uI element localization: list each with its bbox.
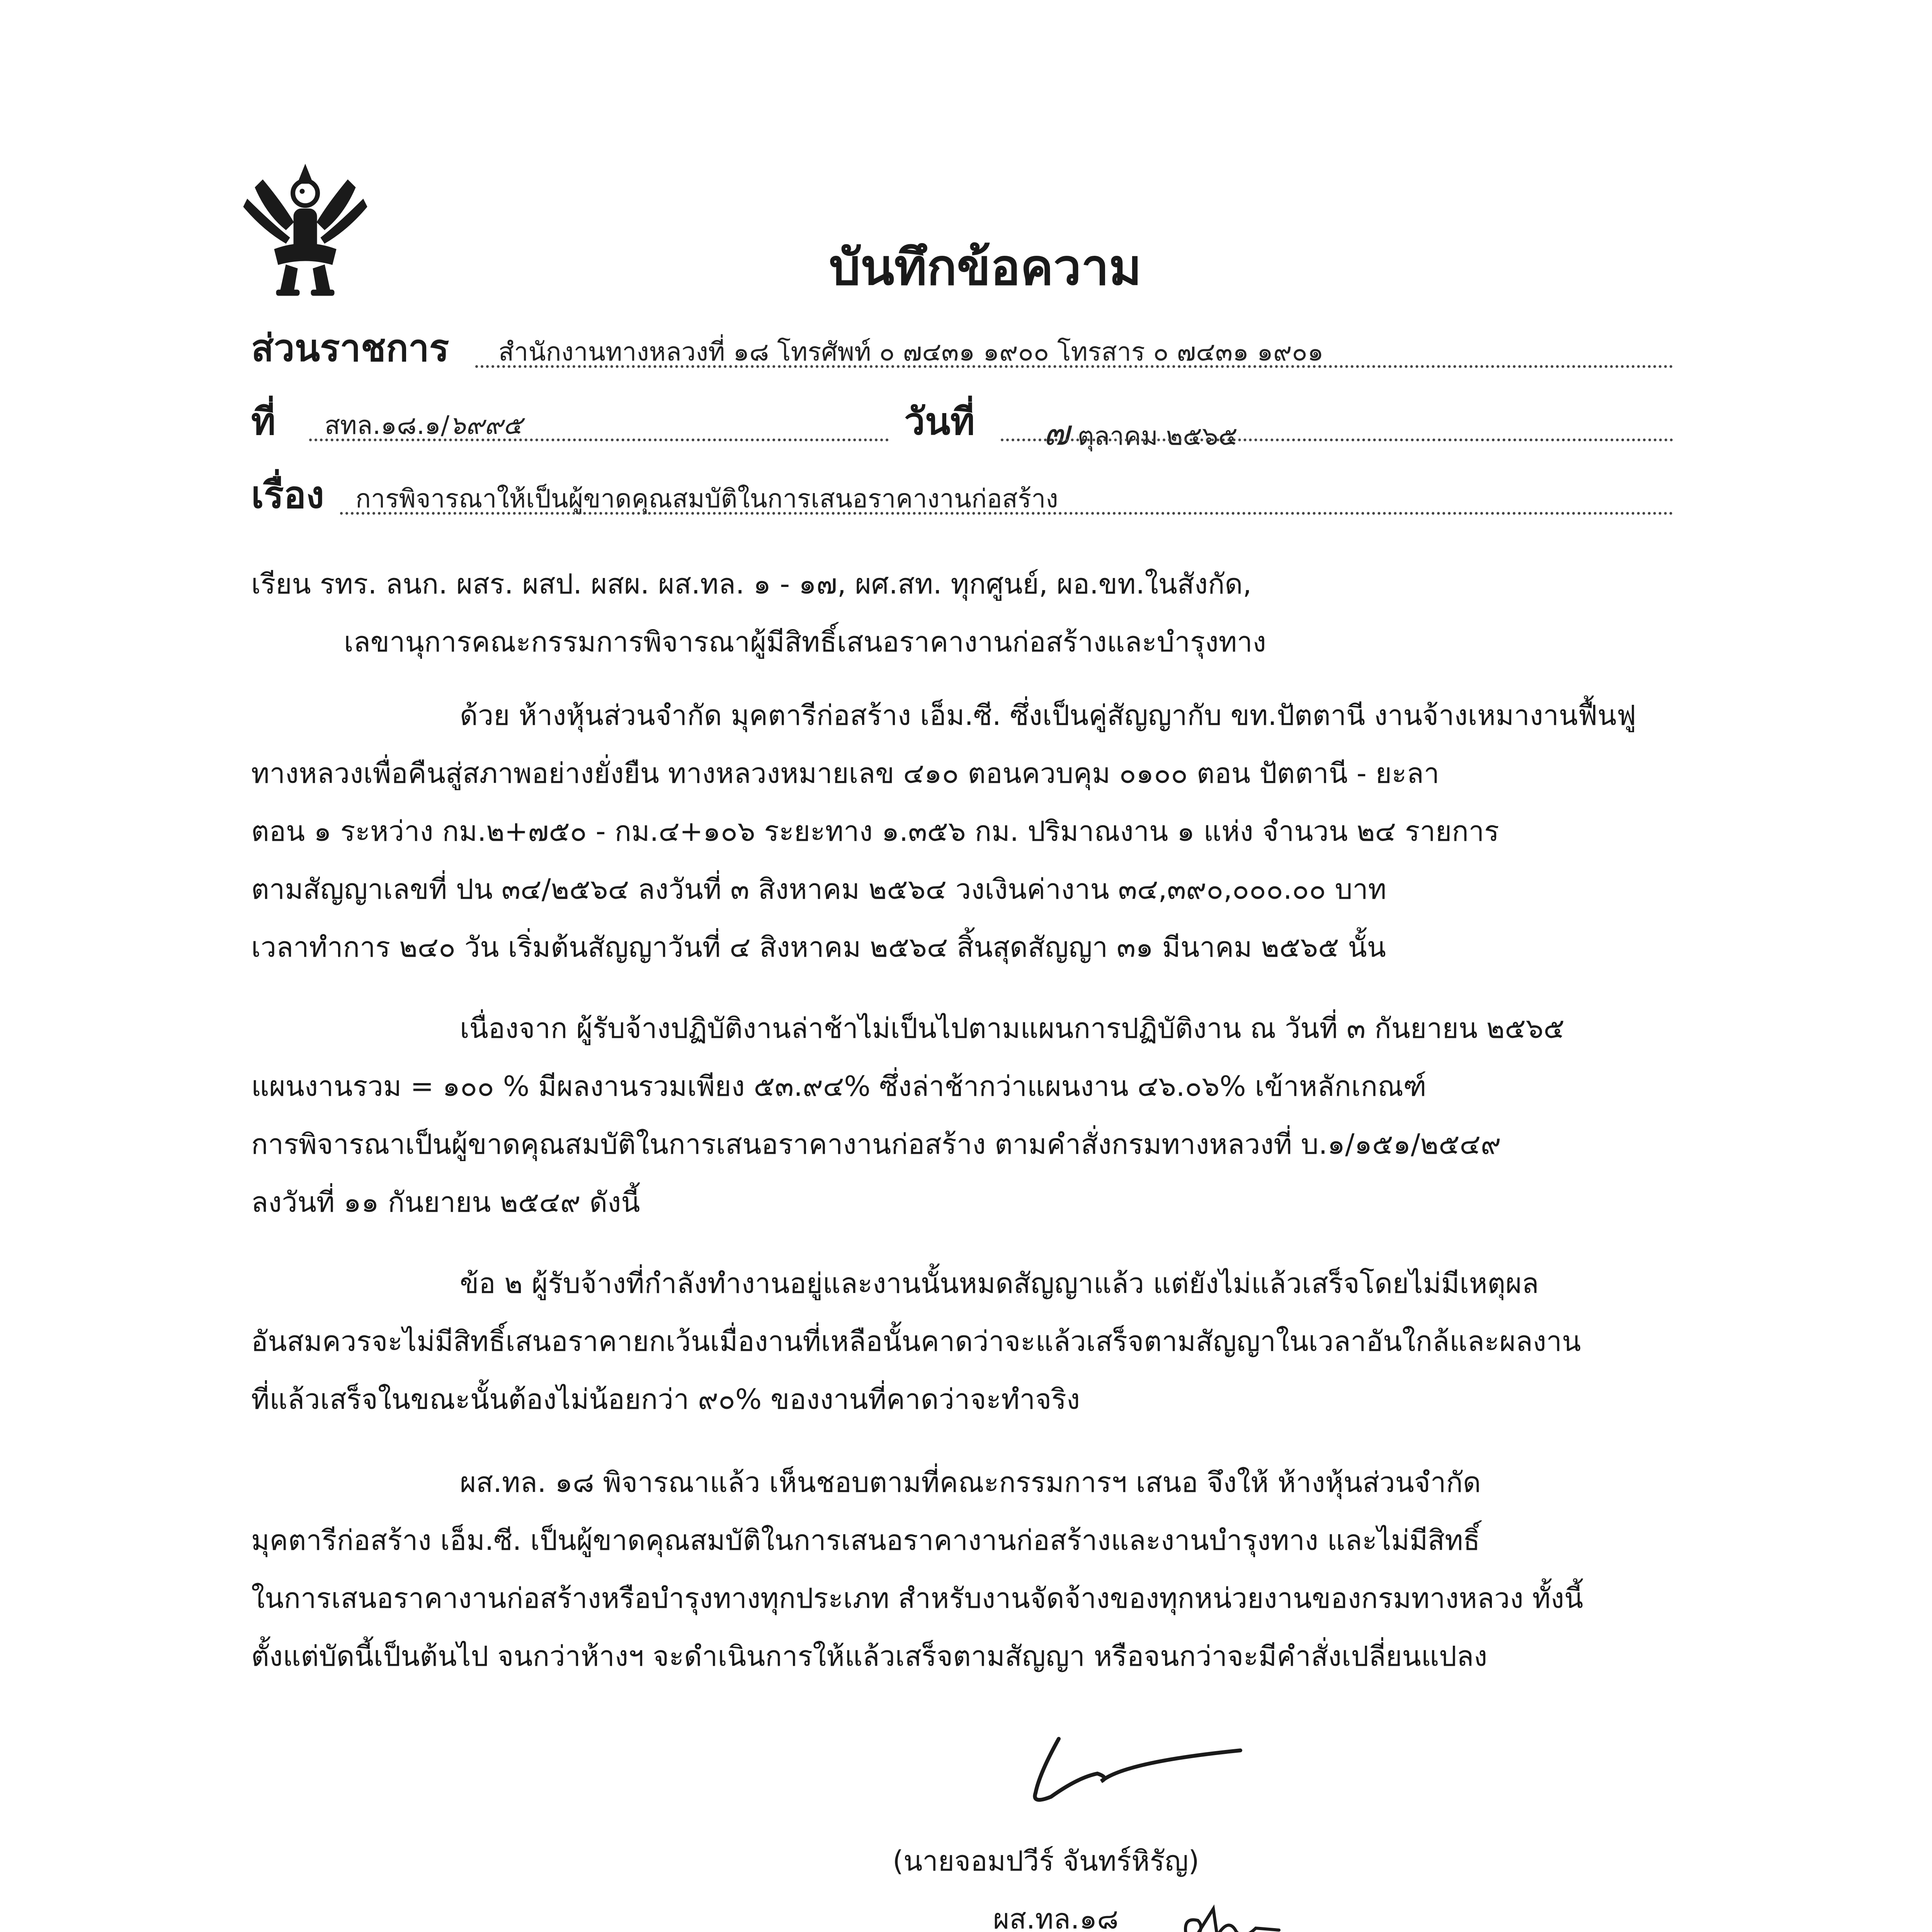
- date-printed: ตุลาคม ๒๕๖๕: [1077, 421, 1238, 451]
- para2-line4: ลงวันที่ ๑๑ กันยายน ๒๕๔๙ ดังนี้: [251, 1186, 640, 1218]
- para3-line2: อันสมควรจะไม่มีสิทธิ์เสนอราคายกเว้นเมื่องานที่เหลือนั้นคาดว่าจะแล้วเสร็จตามสัญญาในเวลาอันใกล้และผลงาน: [251, 1325, 1581, 1357]
- para4-line1: ผส.ทล. ๑๘ พิจารณาแล้ว เห็นชอบตามที่คณะกรรมการฯ เสนอ จึงให้ ห้างหุ้นส่วนจำกัด: [460, 1466, 1481, 1498]
- signatory-name: (นายจอมปวีร์ จันทร์หิรัญ): [893, 1845, 1199, 1877]
- subject-label: เรื่อง: [251, 473, 324, 517]
- para1-line1: ด้วย ห้างหุ้นส่วนจำกัด มุคตารีก่อสร้าง เอ็ม.ซี. ซึ่งเป็นคู่สัญญากับ ขท.ปัตตานี งานจ้างเหมางานฟื้นฟู: [460, 699, 1636, 731]
- para1-line2: ทางหลวงเพื่อคืนสู่สภาพอย่างยั่งยืน ทางหลวงหมายเลข ๔๑๐ ตอนควบคุม ๐๑๐๐ ตอน ปัตตานี - ยะลา: [251, 757, 1440, 789]
- doc-no-handwritten: ๖๙๙๕: [449, 410, 522, 440]
- department-value: สำนักงานทางหลวงที่ ๑๘ โทรศัพท์ ๐ ๗๔๓๑ ๑๙๐๐ โทรสาร ๐ ๗๔๓๑ ๑๙๐๑: [498, 337, 1324, 367]
- para1-line3: ตอน ๑ ระหว่าง กม.๒+๗๕๐ - กม.๔+๑๐๖ ระยะทาง ๑.๓๕๖ กม. ปริมาณงาน ๑ แห่ง จำนวน ๒๔ รายการ: [251, 815, 1499, 847]
- signatory-position: ผส.ทล.๑๘: [993, 1903, 1119, 1932]
- memo-title: บันทึกข้อความ: [829, 239, 1142, 296]
- signature-scribble: [1024, 1719, 1256, 1812]
- para4-line2: มุคตารีก่อสร้าง เอ็ม.ซี. เป็นผู้ขาดคุณสมบัติในการเสนอราคางานก่อสร้างและงานบำรุงทาง และไม่มีสิทธิ์: [251, 1524, 1480, 1556]
- date-label: วันที่: [904, 400, 975, 443]
- initials-scribble: [1179, 1893, 1294, 1932]
- doc-no-printed: สทล.๑๘.๑/: [325, 410, 450, 440]
- date-value: [1043, 405, 1238, 460]
- para2-line3: การพิจารณาเป็นผู้ขาดคุณสมบัติในการเสนอราคางานก่อสร้าง ตามคำสั่งกรมทางหลวงที่ บ.๑/๑๕๑/๒๕๔๙: [251, 1128, 1501, 1160]
- to-line-1: เรียน รทร. ลนก. ผสร. ผสป. ผสผ. ผส.ทล. ๑ - ๑๗, ผศ.สท. ทุกศูนย์, ผอ.ขท.ในสังกัด,: [251, 568, 1252, 600]
- doc-no-dotted-line: [309, 439, 889, 441]
- para3-line1: ข้อ ๒ ผู้รับจ้างที่กำลังทำงานอยู่และงานนั้นหมดสัญญาแล้ว แต่ยังไม่แล้วเสร็จโดยไม่มีเหตุผล: [460, 1267, 1539, 1299]
- department-dotted-line: [475, 365, 1673, 368]
- doc-no-label: ที่: [251, 400, 276, 443]
- subject-value: การพิจารณาให้เป็นผู้ขาดคุณสมบัติในการเสนอราคางานก่อสร้าง: [355, 484, 1058, 514]
- para4-line3: ในการเสนอราคางานก่อสร้างหรือบำรุงทางทุกประเภท สำหรับงานจัดจ้างของทุกหน่วยงานของกรมทางหลวง ทั้งนี้: [251, 1582, 1583, 1614]
- date-dotted-line: [1001, 439, 1673, 441]
- para3-line3: ที่แล้วเสร็จในขณะนั้นต้องไม่น้อยกว่า ๙๐% ของงานที่คาดว่าจะทำจริง: [251, 1383, 1080, 1415]
- department-label: ส่วนราชการ: [251, 327, 449, 370]
- to-line-2: เลขานุการคณะกรรมการพิจารณาผู้มีสิทธิ์เสนอราคางานก่อสร้างและบำรุงทาง: [344, 626, 1266, 658]
- date-handwritten-day: ๗: [1043, 413, 1070, 453]
- para1-line5: เวลาทำการ ๒๔๐ วัน เริ่มต้นสัญญาวันที่ ๔ สิงหาคม ๒๕๖๔ สิ้นสุดสัญญา ๓๑ มีนาคม ๒๕๖๕ นั้น: [251, 931, 1386, 963]
- para2-line1: เนื่องจาก ผู้รับจ้างปฏิบัติงานล่าช้าไม่เป็นไปตามแผนการปฏิบัติงาน ณ วันที่ ๓ กันยายน ๒๕๖๕: [460, 1012, 1565, 1044]
- subject-dotted-line: [340, 512, 1673, 515]
- para1-line4: ตามสัญญาเลขที่ ปน ๓๔/๒๕๖๔ ลงวันที่ ๓ สิงหาคม ๒๕๖๔ วงเงินค่างาน ๓๔,๓๙๐,๐๐๐.๐๐ บาท: [251, 873, 1387, 905]
- para4-line4: ตั้งแต่บัดนี้เป็นต้นไป จนกว่าห้างฯ จะดำเนินการให้แล้วเสร็จตามสัญญา หรือจนกว่าจะมีคำสั่งเปลี่ยนแปลง: [251, 1640, 1488, 1672]
- para2-line2: แผนงานรวม = ๑๐๐ % มีผลงานรวมเพียง ๕๓.๙๔% ซึ่งล่าช้ากว่าแผนงาน ๔๖.๐๖% เข้าหลักเกณฑ์: [251, 1070, 1427, 1102]
